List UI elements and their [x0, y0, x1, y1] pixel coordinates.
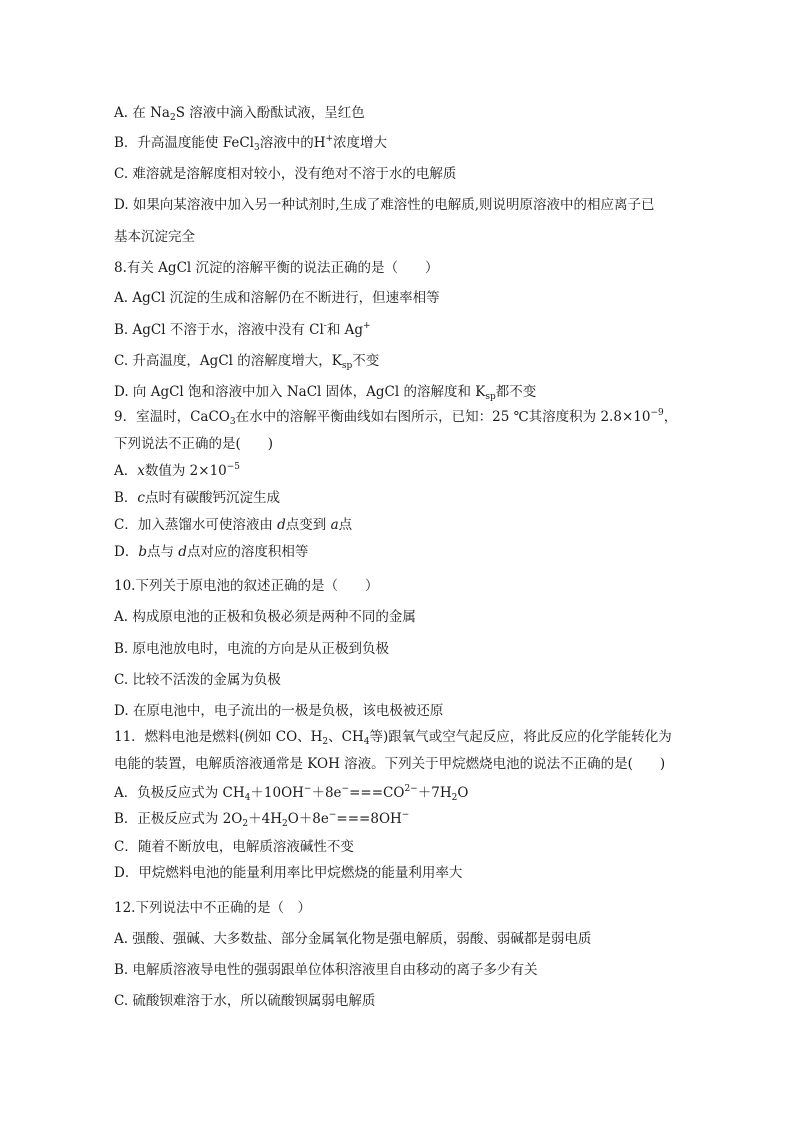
q8-option-b: B. AgCl 不溶于水，溶液中没有 Cl-和 Ag+	[114, 321, 371, 338]
q7-option-a: A. 在 $Na_2S$ 溶液中滴入酚酞试液，呈红色	[114, 105, 365, 123]
q11-option-a: A．负极反应式为 $CH_4+10OH^-+8e^-===CO^{2-}+7H_2O$	[114, 784, 469, 803]
q12-option-c: C. 硫酸钡难溶于水，所以硫酸钡属弱电解质	[114, 993, 376, 1009]
q11-option-d: D．甲烷燃料电池的能量利用率比甲烷燃烧的能量利用率大	[114, 865, 463, 881]
q11-stem-line2: 电能的装置，电解质溶液通常是 KOH 溶液。下列关于甲烷燃烧电池的说法不正确的是( )	[114, 756, 666, 772]
q10-option-b: B. 原电池放电时，电流的方向是从正极到负极	[114, 641, 390, 657]
q9-option-c: C．加入蒸馏水可使溶液由 d点变到 a点	[114, 517, 353, 533]
q10-stem: 10.下列关于原电池的叙述正确的是（ ）	[114, 578, 379, 594]
q9-stem-line2: 下列说法不正确的是( )	[114, 436, 274, 452]
q11-stem-line1: 11．燃料电池是燃料(例如 CO、$H_2$、$CH_4$等)跟氧气或空气起反应，将此反应的化学能转化为	[114, 729, 672, 747]
q11-option-c: C．随着不断放电，电解质溶液碱性不变	[114, 839, 354, 855]
q12-option-a: A. 强酸、强碱、大多数盐、部分金属氧化物是强电解质，弱酸、弱碱都是弱电质	[114, 931, 592, 947]
q9-stem-line1: 9．室温时，CaCO$_3$在水中的溶解平衡曲线如右图所示，已知：25 ℃其溶度积为 $2.8\times 10^{-9}$，	[114, 408, 678, 427]
q9-option-d: D．b点与 d点对应的溶度积相等	[114, 544, 309, 560]
q9-option-b: B．c点时有碳酸钙沉淀生成	[114, 490, 280, 506]
q12-stem: 12.下列说法中不正确的是（ ）	[114, 900, 311, 916]
q11-option-b: B．正极反应式为 $2O_2+4H_2O+8e^-===8OH^-$	[114, 810, 410, 829]
q8-option-a: A. AgCl 沉淀的生成和溶解仍在不断进行，但速率相等	[114, 290, 440, 306]
q7-option-d-line2: 基本沉淀完全	[114, 229, 195, 245]
q9-option-a: A．x数值为 $2\times 10^{-5}$	[114, 462, 241, 479]
q10-option-c: C. 比较不活泼的金属为负极	[114, 672, 281, 688]
q10-option-d: D. 在原电池中，电子流出的一极是负极，该电极被还原	[114, 703, 444, 719]
q7-option-b: B．升高温度能使 FeCl$_3$溶液中的H+浓度增大	[114, 134, 388, 153]
q7-option-c: C. 难溶就是溶解度相对较小，没有绝对不溶于水的电解质	[114, 166, 457, 182]
q10-option-a: A. 构成原电池的正极和负极必须是两种不同的金属	[114, 609, 416, 625]
q7-option-d-line1: D. 如果向某溶液中加入另一种试剂时,生成了难溶性的电解质,则说明原溶液中的相应离子已	[114, 197, 655, 213]
q8-stem: 8.有关 AgCl 沉淀的溶解平衡的说法正确的是（ ）	[114, 260, 439, 276]
q12-option-b: B. 电解质溶液导电性的强弱跟单位体积溶液里自由移动的离子多少有关	[114, 962, 538, 978]
q8-option-d: D. 向 AgCl 饱和溶液中加入 NaCl 固体，AgCl 的溶解度和 $K_{sp}$都不变	[114, 384, 537, 402]
q8-option-c: C. 升高温度，AgCl 的溶解度增大，$K_{sp}$不变	[114, 353, 380, 371]
